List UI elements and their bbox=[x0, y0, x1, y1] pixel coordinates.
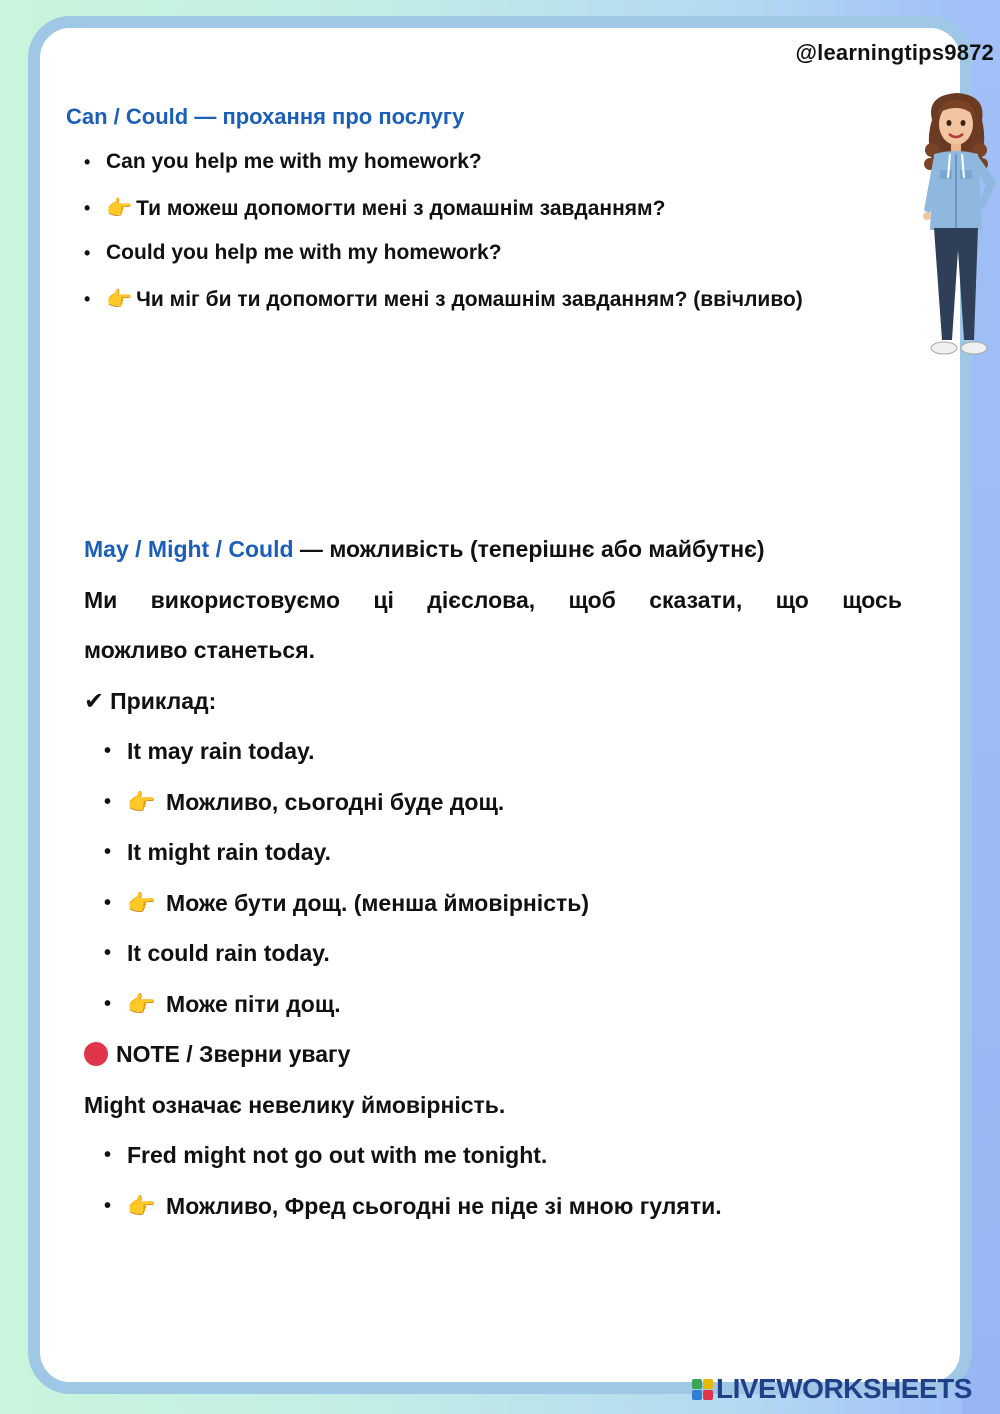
list-item bbox=[84, 987, 902, 1038]
item-text: It could rain today. bbox=[127, 940, 330, 966]
item-text: Fred might not go out with me tonight. bbox=[127, 1142, 548, 1168]
item-text: Ти можеш допомогти мені з домашнім завданням? bbox=[136, 196, 666, 220]
section1-list bbox=[84, 146, 803, 328]
pointing-hand-icon: 👉 bbox=[106, 286, 133, 311]
list-item bbox=[84, 886, 902, 937]
item-text: Може бути дощ. (менша ймовірність) bbox=[166, 889, 590, 916]
item-text: Could you help me with my homework? bbox=[106, 241, 502, 264]
section2-title-highlight: May / Might / Could bbox=[84, 536, 294, 562]
list-item bbox=[84, 734, 902, 785]
list-item bbox=[84, 192, 803, 238]
pointing-hand-icon: 👉 bbox=[127, 890, 156, 917]
check-mark-icon: ✔ bbox=[84, 686, 105, 715]
item-text: Можливо, сьогодні буде дощ. bbox=[166, 788, 505, 815]
note-label: NOTE / Зверни увагу bbox=[116, 1041, 351, 1067]
red-circle-icon bbox=[84, 1042, 108, 1066]
note-examples-list bbox=[84, 1138, 902, 1239]
liveworksheets-icon bbox=[692, 1379, 713, 1400]
list-item bbox=[84, 146, 803, 192]
liveworksheets-logo[interactable] bbox=[692, 1373, 972, 1405]
pointing-hand-icon: 👉 bbox=[127, 789, 156, 816]
list-item bbox=[84, 1189, 902, 1240]
pointing-hand-icon: 👉 bbox=[127, 1193, 156, 1220]
author-handle: @learningtips9872 bbox=[795, 40, 994, 65]
list-item bbox=[84, 936, 902, 987]
item-text: It might rain today. bbox=[127, 839, 332, 865]
section2-intro-line1: Ми використовуємо ці дієслова, щоб сказати, що щось bbox=[84, 586, 902, 613]
section2-title bbox=[84, 532, 902, 583]
liveworksheets-brand: LIVEWORKSHEETS bbox=[716, 1373, 972, 1404]
section2 bbox=[84, 532, 902, 1239]
list-item bbox=[84, 785, 902, 836]
section2-intro-line2: можливо станеться. bbox=[84, 637, 316, 663]
list-item bbox=[84, 283, 803, 329]
pointing-hand-icon: 👉 bbox=[127, 991, 156, 1018]
examples-list bbox=[84, 734, 902, 1037]
note-heading bbox=[84, 1037, 902, 1088]
section2-title-rest: — можливість (теперішнє або майбутнє) bbox=[293, 536, 765, 562]
item-text: Чи міг би ти допомогти мені з домашнім завданням? (ввічливо) bbox=[136, 287, 803, 311]
pointing-hand-icon: 👉 bbox=[106, 195, 133, 220]
example-label: Приклад: bbox=[110, 687, 217, 714]
example-heading bbox=[84, 684, 902, 735]
girl-illustration bbox=[912, 90, 1000, 365]
list-item bbox=[84, 1138, 902, 1189]
item-text: Можливо, Фред сьогодні не піде зі мною гуляти. bbox=[166, 1192, 722, 1219]
list-item bbox=[84, 237, 803, 283]
item-text: Can you help me with my homework? bbox=[106, 150, 482, 173]
note-text: Might означає невелику ймовірність. bbox=[84, 1091, 506, 1118]
list-item bbox=[84, 835, 902, 886]
section1-title: Can / Could — прохання про послугу bbox=[66, 104, 465, 129]
item-text: It may rain today. bbox=[127, 738, 315, 764]
item-text: Може піти дощ. bbox=[166, 990, 341, 1017]
